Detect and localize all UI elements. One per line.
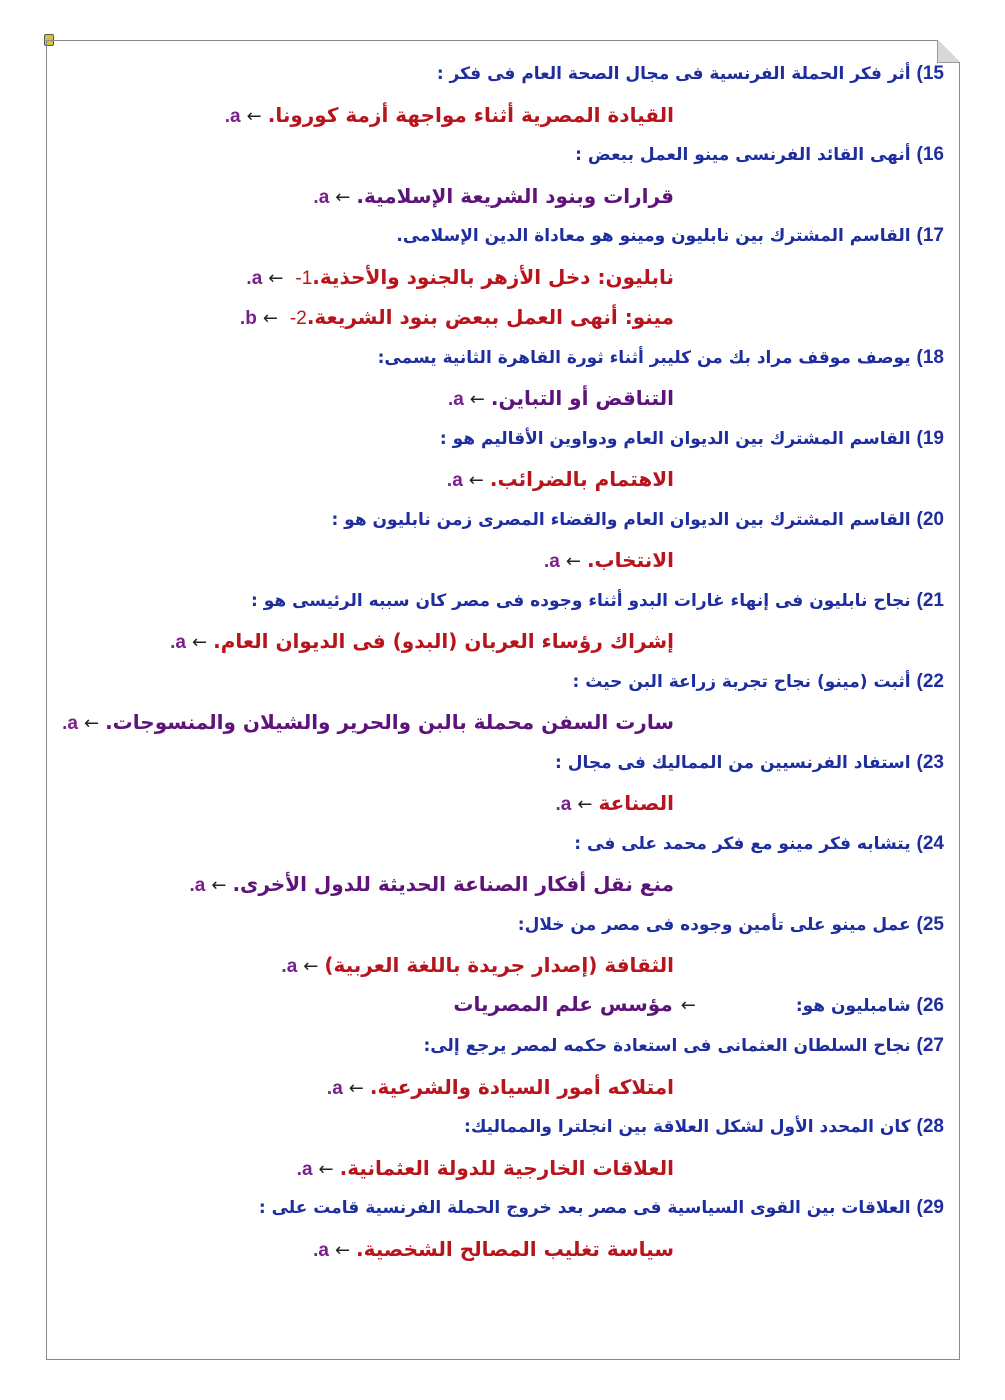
question-number: 23) <box>916 751 944 773</box>
answer-text: مؤسس علم المصريات <box>453 991 673 1016</box>
question-number: 20) <box>916 508 944 530</box>
answer-label: a. <box>281 956 298 977</box>
question-text <box>574 834 944 854</box>
answer-text: امتلاكه أمور السيادة والشرعية. <box>369 1074 674 1099</box>
question-body: شامبليون هو: <box>795 995 911 1016</box>
answer-label: a. <box>313 1239 329 1261</box>
answer-text: الانتخاب. <box>586 548 674 572</box>
answer-text: مينو: أنهى العمل ببعض بنود الشريعة. <box>306 305 674 329</box>
answer-text: سياسة تغليب المصالح الشخصية. <box>356 1236 674 1261</box>
arrow-icon: ← <box>268 267 284 289</box>
answer-prefix: 1- <box>295 267 313 289</box>
question-body: العلاقات بين القوى السياسية فى مصر بعد خروج الحملة الفرنسية قامت على : <box>258 1198 911 1218</box>
question-text <box>251 591 944 611</box>
answer-row <box>60 1067 944 1108</box>
answer-text: قرارات وبنود الشريعة الإسلامية. <box>356 183 674 208</box>
arrow-icon: ← <box>192 632 208 653</box>
question-text <box>437 64 944 84</box>
question-row <box>60 662 944 703</box>
question-number: 15) <box>916 63 944 84</box>
question-number: 17) <box>916 225 944 246</box>
answer-row <box>60 257 944 298</box>
question-row <box>60 419 944 460</box>
answer-label: a. <box>170 632 186 653</box>
answer-row <box>60 540 944 581</box>
question-number: 21) <box>916 589 944 611</box>
question-body: القاسم المشترك بين الديوان العام ودواوين الأقاليم هو : <box>439 428 911 449</box>
question-body: أثبت (مينو) نجاح تجربة زراعة البن حيث : <box>572 671 911 692</box>
answer-prefix: 2- <box>289 308 307 329</box>
answer-row <box>60 621 944 662</box>
question-row <box>60 135 944 176</box>
answer-line <box>544 550 944 572</box>
question-body: يوصف موقف مراد بك من كليبر أثناء ثورة القاهرة الثانية يسمى: <box>377 347 911 368</box>
answer-text: التناقض أو التباين. <box>490 386 674 410</box>
question-row <box>60 216 944 257</box>
answer-row <box>60 297 944 338</box>
answer-row <box>60 378 944 419</box>
answer-line <box>240 307 944 329</box>
answer-line <box>62 712 944 734</box>
arrow-icon: ← <box>680 994 696 1016</box>
question-row <box>60 1026 944 1067</box>
question-body: القاسم المشترك بين الديوان العام والقضاء المصرى زمن نابليون هو : <box>331 509 911 530</box>
question-number: 22) <box>916 670 944 692</box>
arrow-icon: ← <box>334 1239 351 1261</box>
arrow-icon: ← <box>565 551 581 572</box>
question-row <box>60 500 944 541</box>
question-text <box>555 753 944 773</box>
answer-label: a. <box>555 794 572 815</box>
answer-label: a. <box>224 105 241 127</box>
question-text <box>259 1198 944 1218</box>
arrow-icon: ← <box>303 956 319 977</box>
answer-line <box>556 793 945 815</box>
answer-line <box>447 469 944 491</box>
question-body: عمل مينو على تأمين وجوده فى مصر من خلال: <box>517 914 911 935</box>
answer-row <box>60 702 944 743</box>
answer-line <box>448 388 944 410</box>
answer-line <box>296 1155 944 1180</box>
question-row <box>60 1107 944 1148</box>
answer-label: b. <box>239 308 257 329</box>
answer-row <box>60 1148 944 1189</box>
answer-line <box>170 631 944 653</box>
answer-line <box>313 1236 944 1261</box>
question-row <box>60 581 944 622</box>
arrow-icon: ← <box>469 389 485 410</box>
answer-label: a. <box>447 389 464 410</box>
question-number: 29) <box>916 1197 944 1218</box>
answer-label: a. <box>296 1158 313 1180</box>
answer-label: a. <box>246 267 263 289</box>
question-number: 25) <box>916 913 944 935</box>
arrow-icon: ← <box>83 713 100 734</box>
answer-row <box>60 864 944 905</box>
arrow-icon: ← <box>246 105 262 127</box>
arrow-icon: ← <box>348 1077 364 1099</box>
question-body: أنهى القائد الفرنسى مينو العمل ببعض : <box>575 145 911 165</box>
answer-row <box>60 95 944 136</box>
question-text <box>518 915 944 935</box>
arrow-icon: ← <box>262 308 278 329</box>
answer-label: a. <box>313 186 330 208</box>
question-body: استفاد الفرنسيين من المماليك فى مجال : <box>554 752 911 773</box>
question-row <box>60 743 944 784</box>
answer-text: القيادة المصرية أثناء مواجهة أزمة كورونا. <box>267 102 674 127</box>
arrow-icon: ← <box>577 794 593 815</box>
inline-question-row <box>60 986 944 1027</box>
answer-text: إشراك رؤساء العربان (البدو) فى الديوان العام. <box>213 629 674 653</box>
answer-line <box>326 1074 944 1099</box>
answer-row <box>60 945 944 986</box>
question-body: القاسم المشترك بين نابليون ومينو هو معاداة الدين الإسلامى. <box>396 226 911 246</box>
question-number: 19) <box>916 427 944 449</box>
question-text <box>796 996 944 1016</box>
question-body: نجاح السلطان العثمانى فى استعادة حكمه لمصر يرجع إلى: <box>423 1036 911 1056</box>
question-text <box>423 1036 944 1056</box>
question-number: 24) <box>916 832 944 854</box>
answer-text: الاهتمام بالضرائب. <box>489 467 674 491</box>
question-text <box>331 510 944 530</box>
answer-row <box>60 1229 944 1270</box>
question-row <box>60 905 944 946</box>
answer-row <box>60 459 944 500</box>
answer-label: a. <box>189 875 206 896</box>
answer-text: سارت السفن محملة بالبن والحرير والشيلان والمنسوجات. <box>105 710 674 734</box>
answer-line <box>224 102 944 127</box>
question-row <box>60 338 944 379</box>
answer-line <box>281 955 944 977</box>
question-body: كان المحدد الأول لشكل العلاقة بين انجلترا والمماليك: <box>464 1117 911 1137</box>
arrow-icon: ← <box>211 875 227 896</box>
question-text <box>573 672 945 692</box>
question-number: 27) <box>916 1035 944 1056</box>
question-text <box>378 348 944 368</box>
answer-text: نابليون: دخل الأزهر بالجنود والأحذية. <box>312 264 674 289</box>
answer-label: a. <box>544 551 560 572</box>
question-row <box>60 1188 944 1229</box>
answer-text: العلاقات الخارجية للدولة العثمانية. <box>339 1155 674 1180</box>
question-body: أثر فكر الحملة الفرنسية فى مجال الصحة العام فى فكر : <box>436 64 911 84</box>
answer-text: الصناعة <box>598 791 674 815</box>
arrow-icon: ← <box>318 1158 334 1180</box>
answer-label: a. <box>62 713 78 734</box>
answer-line <box>313 183 944 208</box>
question-text <box>464 1117 944 1137</box>
question-row <box>60 824 944 865</box>
question-body: يتشابه فكر مينو مع فكر محمد على فى : <box>574 833 911 854</box>
answer-row <box>60 783 944 824</box>
question-text <box>396 226 944 246</box>
question-number: 18) <box>916 346 944 368</box>
answer-label: a. <box>446 470 463 491</box>
question-text <box>575 145 944 165</box>
question-list <box>60 54 944 1269</box>
answer-row <box>60 176 944 217</box>
question-row <box>60 54 944 95</box>
question-body: نجاح نابليون فى إنهاء غارات البدو أثناء وجوده فى مصر كان سببه الرئيسى هو : <box>251 590 911 611</box>
answer-line <box>246 264 944 289</box>
question-number: 28) <box>916 1116 944 1137</box>
question-number: 26) <box>916 994 944 1016</box>
answer-text: الثقافة (إصدار جريدة باللغة العربية) <box>324 953 674 977</box>
answer-label: a. <box>326 1077 343 1099</box>
arrow-icon: ← <box>335 186 351 208</box>
answer-text: منع نقل أفكار الصناعة الحديثة للدول الأخرى. <box>232 872 674 896</box>
question-text <box>440 429 944 449</box>
answer-line <box>189 874 944 896</box>
arrow-icon: ← <box>468 470 484 491</box>
question-number: 16) <box>916 144 944 165</box>
